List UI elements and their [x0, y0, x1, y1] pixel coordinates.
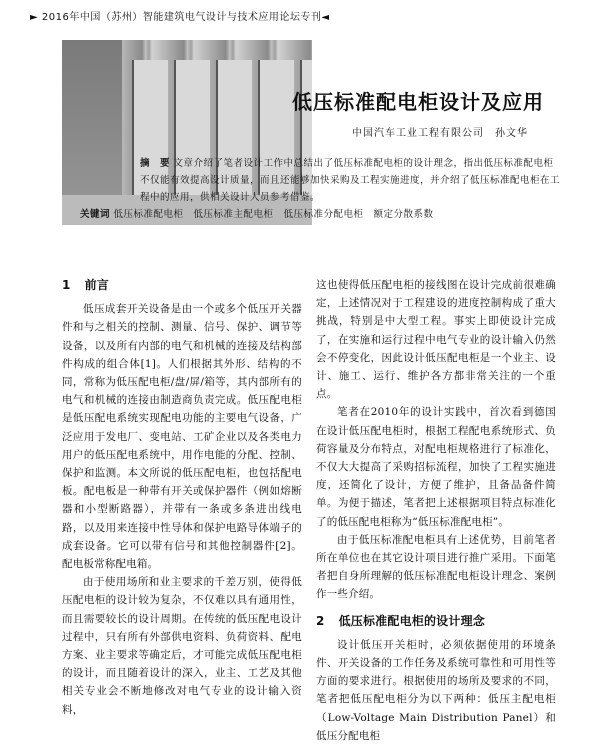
article-title: 低压标准配电柜设计及应用 [292, 90, 544, 114]
section-heading-1: 1 前言 [62, 278, 109, 292]
article-author: 中国汽车工业工程有限公司 孙文华 [352, 128, 528, 139]
paragraph: 笔者在2010年的设计实践中，首次看到德国在设计低压配电柜时，根据工程配电系统形式、负荷容量及分布特点，对配电柜规格进行了标准化，不仅大大提高了采购招标流程，加快了工程实施进度，还简化了设计，方便了维护，且备品备件简单。为便于描述，笔者把上述根据项目特点标准化了的低压配电柜称为“低压标准配电柜”。 [316, 406, 556, 528]
left-column [62, 276, 302, 719]
keywords-label: 关键词 [80, 209, 111, 220]
paragraph: 低压成套开关设备是由一个或多个低压开关器件和与之相关的控制、测量、信号、保护、调节等设备，以及所有内部的电气和机械的连接及结构部件构成的组合体[1]。人们根据其外形、结构的不同，常称为低压配电柜/盘/屏/箱等，其内部所有的电气和机械的连接由制造商负责完成。低压配电柜是低压配电系统实现配电功能的主要电气设备，广泛应用于发电厂、变电站、工矿企业以及各类电力用户的低压配电系统中，用作电能的分配、控制、保护和监测。本文所说的低压配电柜，也包括配电板。配电板是一种带有开关或保护器件（例如熔断器和小型断路器），并带有一条或多条进出线电路，以及用来连接中性导体和保护电路导体端子的成套设备。它可以带有信号和其他控制器件[2]。配电板常称配电箱。 [62, 303, 302, 571]
paragraph: 这也使得低压配电柜的接线图在设计完成前很难确定，上述情况对于工程建设的进度控制构成了重大挑战，特别是中大型工程。事实上即使设计完成了，在实施和运行过程中电气专业的设计输入仍然会不停变化，因此设计低压配电柜是一个业主、设计、施工、运行、维护各方都非常关注的一个重点。 [316, 279, 556, 401]
abstract-label: 摘 要 [140, 158, 171, 169]
right-column [316, 276, 556, 745]
keywords [80, 206, 560, 220]
abstract-text: 文章介绍了笔者设计工作中总结出了低压标准配电柜的设计理念，指出低压标准配电柜不仅能有效提高设计质量，而且还能够加快采购及工程实施进度，并介绍了低压标准配电柜在工程中的应用，供相关设计人员参考借鉴。 [140, 158, 561, 203]
keywords-text: 低压标准配电柜 低压标准主配电柜 低压标准分配电柜 额定分散系数 [113, 209, 434, 220]
abstract [140, 155, 560, 206]
paragraph: 由于低压标准配电柜具有上述优势，目前笔者所在单位也在其它设计项目进行推广采用。下面笔者把自身所理解的低压标准配电柜设计理念、案例作一些介绍。 [316, 533, 556, 601]
paragraph: 由于使用场所和业主要求的千差万别，使得低压配电柜的设计较为复杂，不仅难以具有通用性，而且需要较长的设计周期。在传统的低压配电设计过程中，只有所有外部供电资料、负荷资料、配电方案、业主要求等确定后，才可能完成低压配电柜的设计，而且随着设计的深入，业主、工艺及其他相关专业会不断地修改对电气专业的设计输入资料， [62, 576, 302, 716]
section-heading-2: 2 低压标准配电柜的设计理念 [316, 613, 485, 628]
running-header: ► 2016年中国（苏州）智能建筑电气设计与技术应用论坛专刊◄ [30, 12, 330, 23]
paragraph: 设计低压开关柜时，必须依据使用的环境条件、开关设备的工作任务及系统可靠性和可用性等方面的要求进行。根据使用的场所及要求的不同，笔者把低压配电柜分为以下两种：低压主配电柜（Low-Voltage Main Distribution Panel）和低压分配电柜 [316, 638, 556, 742]
